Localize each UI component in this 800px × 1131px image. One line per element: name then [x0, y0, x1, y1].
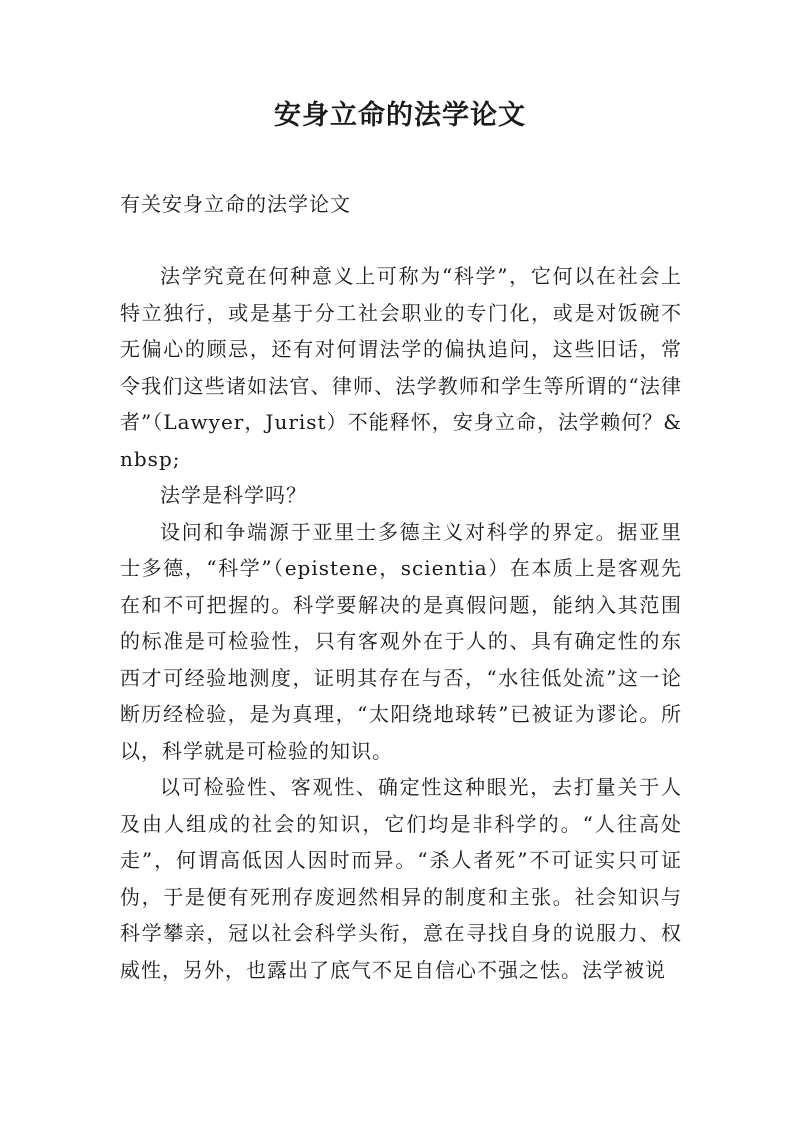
paragraph-question: 法学是科学吗？	[160, 483, 307, 507]
document-body	[120, 258, 682, 988]
document-title: 安身立命的法学论文	[274, 100, 526, 131]
paragraph-social-knowledge: 以可检验性、客观性、确定性这种眼光，去打量关于人及由人组成的社会的知识，它们均是非科学的。“人往高处走”，何谓高低因人因时而异。“杀人者死”不可证实只可证伪，于是便有死刑存废迥然相异的制度和主张。社会知识与科学攀亲，冠以社会科学头衔，意在寻找自身的说服力、权威性，另外，也露出了底气不足自信心不强之怯。法学被说	[120, 775, 682, 982]
paragraph-aristotle: 设问和争端源于亚里士多德主义对科学的界定。据亚里士多德，“科学”（epistene，scientia）在本质上是客观先在和不可把握的。科学要解决的是真假问题，能纳入其范围的标准是可检验性，只有客观外在于人的、具有确定性的东西才可经验地测度，证明其存在与否，“水往低处流”这一论断历经检验，是为真理，“太阳绕地球转”已被证为谬论。所以，科学就是可检验的知识。	[120, 519, 682, 763]
paragraph-intro: 法学究竟在何种意义上可称为“科学”，它何以在社会上特立独行，或是基于分工社会职业的专门化，或是对饭碗不无偏心的顾忌，还有对何谓法学的偏执追问，这些旧话，常令我们这些诸如法官、律师、法学教师和学生等所谓的“法律者”（Lawyer，Jurist）不能释怀，安身立命，法学赖何？&nbsp;	[120, 264, 682, 471]
document-subtitle: 有关安身立命的法学论文	[120, 192, 351, 216]
